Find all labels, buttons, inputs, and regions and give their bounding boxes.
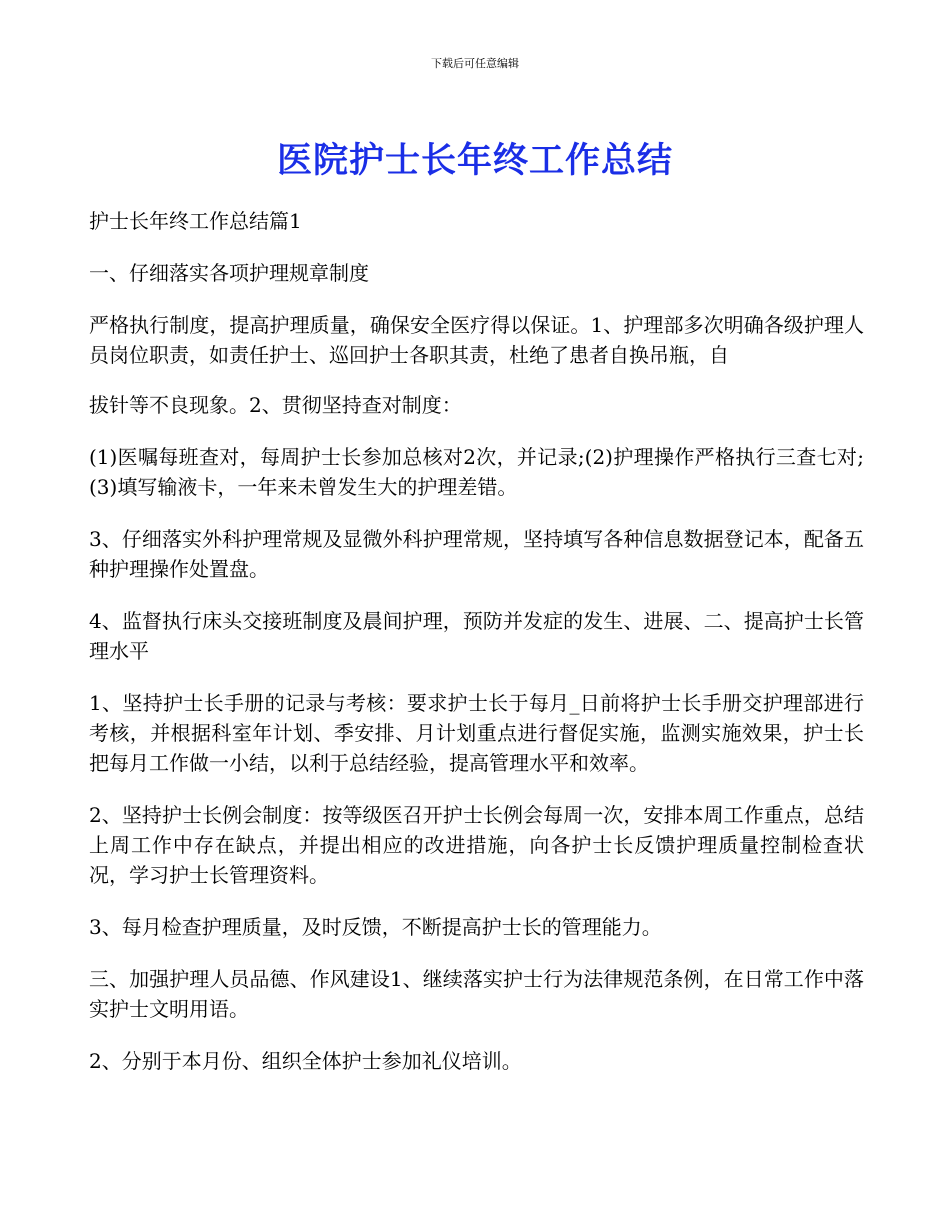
body-paragraph: 4、监督执行床头交接班制度及晨间护理，预防并发症的发生、进展、二、提高护士长管理水平 (89, 609, 864, 663)
page-title: 医院护士长年终工作总结 (276, 141, 673, 181)
body-paragraph: 3、每月检查护理质量，及时反馈，不断提高护士长的管理能力。 (89, 915, 662, 939)
section-heading: 护士长年终工作总结篇1 (89, 209, 302, 233)
body-paragraph: 2、坚持护士长例会制度：按等级医召开护士长例会每周一次，安排本周工作重点，总结上周工作中存在缺点，并提出相应的改进措施，向各护士长反馈护理质量控制检查状况，学习护士长管理资料。 (89, 803, 864, 887)
body-paragraph: (1)医嘱每班查对，每周护士长参加总核对2次，并记录;(2)护理操作严格执行三查七对;(3)填写输液卡，一年来未曾发生大的护理差错。 (89, 445, 864, 499)
body-paragraph: 3、仔细落实外科护理常规及显微外科护理常规，坚持填写各种信息数据登记本，配备五种护理操作处置盘。 (89, 527, 864, 581)
header-note: 下载后可任意编辑 (431, 57, 519, 70)
section-heading: 一、仔细落实各项护理规章制度 (89, 261, 369, 285)
document-body (89, 206, 864, 1098)
body-paragraph: 2、分别于本月份、组织全体护士参加礼仪培训。 (89, 1049, 522, 1073)
body-paragraph: 三、加强护理人员品德、作风建设1、继续落实护士行为法律规范条例，在日常工作中落实护士文明用语。 (89, 967, 864, 1021)
body-paragraph: 拔针等不良现象。2、贯彻坚持查对制度： (89, 393, 462, 417)
body-paragraph: 严格执行制度，提高护理质量，确保安全医疗得以保证。1、护理部多次明确各级护理人员岗位职责，如责任护士、巡回护士各职其责，杜绝了患者自换吊瓶，自 (89, 313, 864, 367)
body-paragraph: 1、坚持护士长手册的记录与考核：要求护士长于每月_日前将护士长手册交护理部进行考核，并根据科室年计划、季安排、月计划重点进行督促实施，监测实施效果，护士长把每月工作做一小结，以利于总结经验，提高管理水平和效率。 (89, 691, 864, 775)
